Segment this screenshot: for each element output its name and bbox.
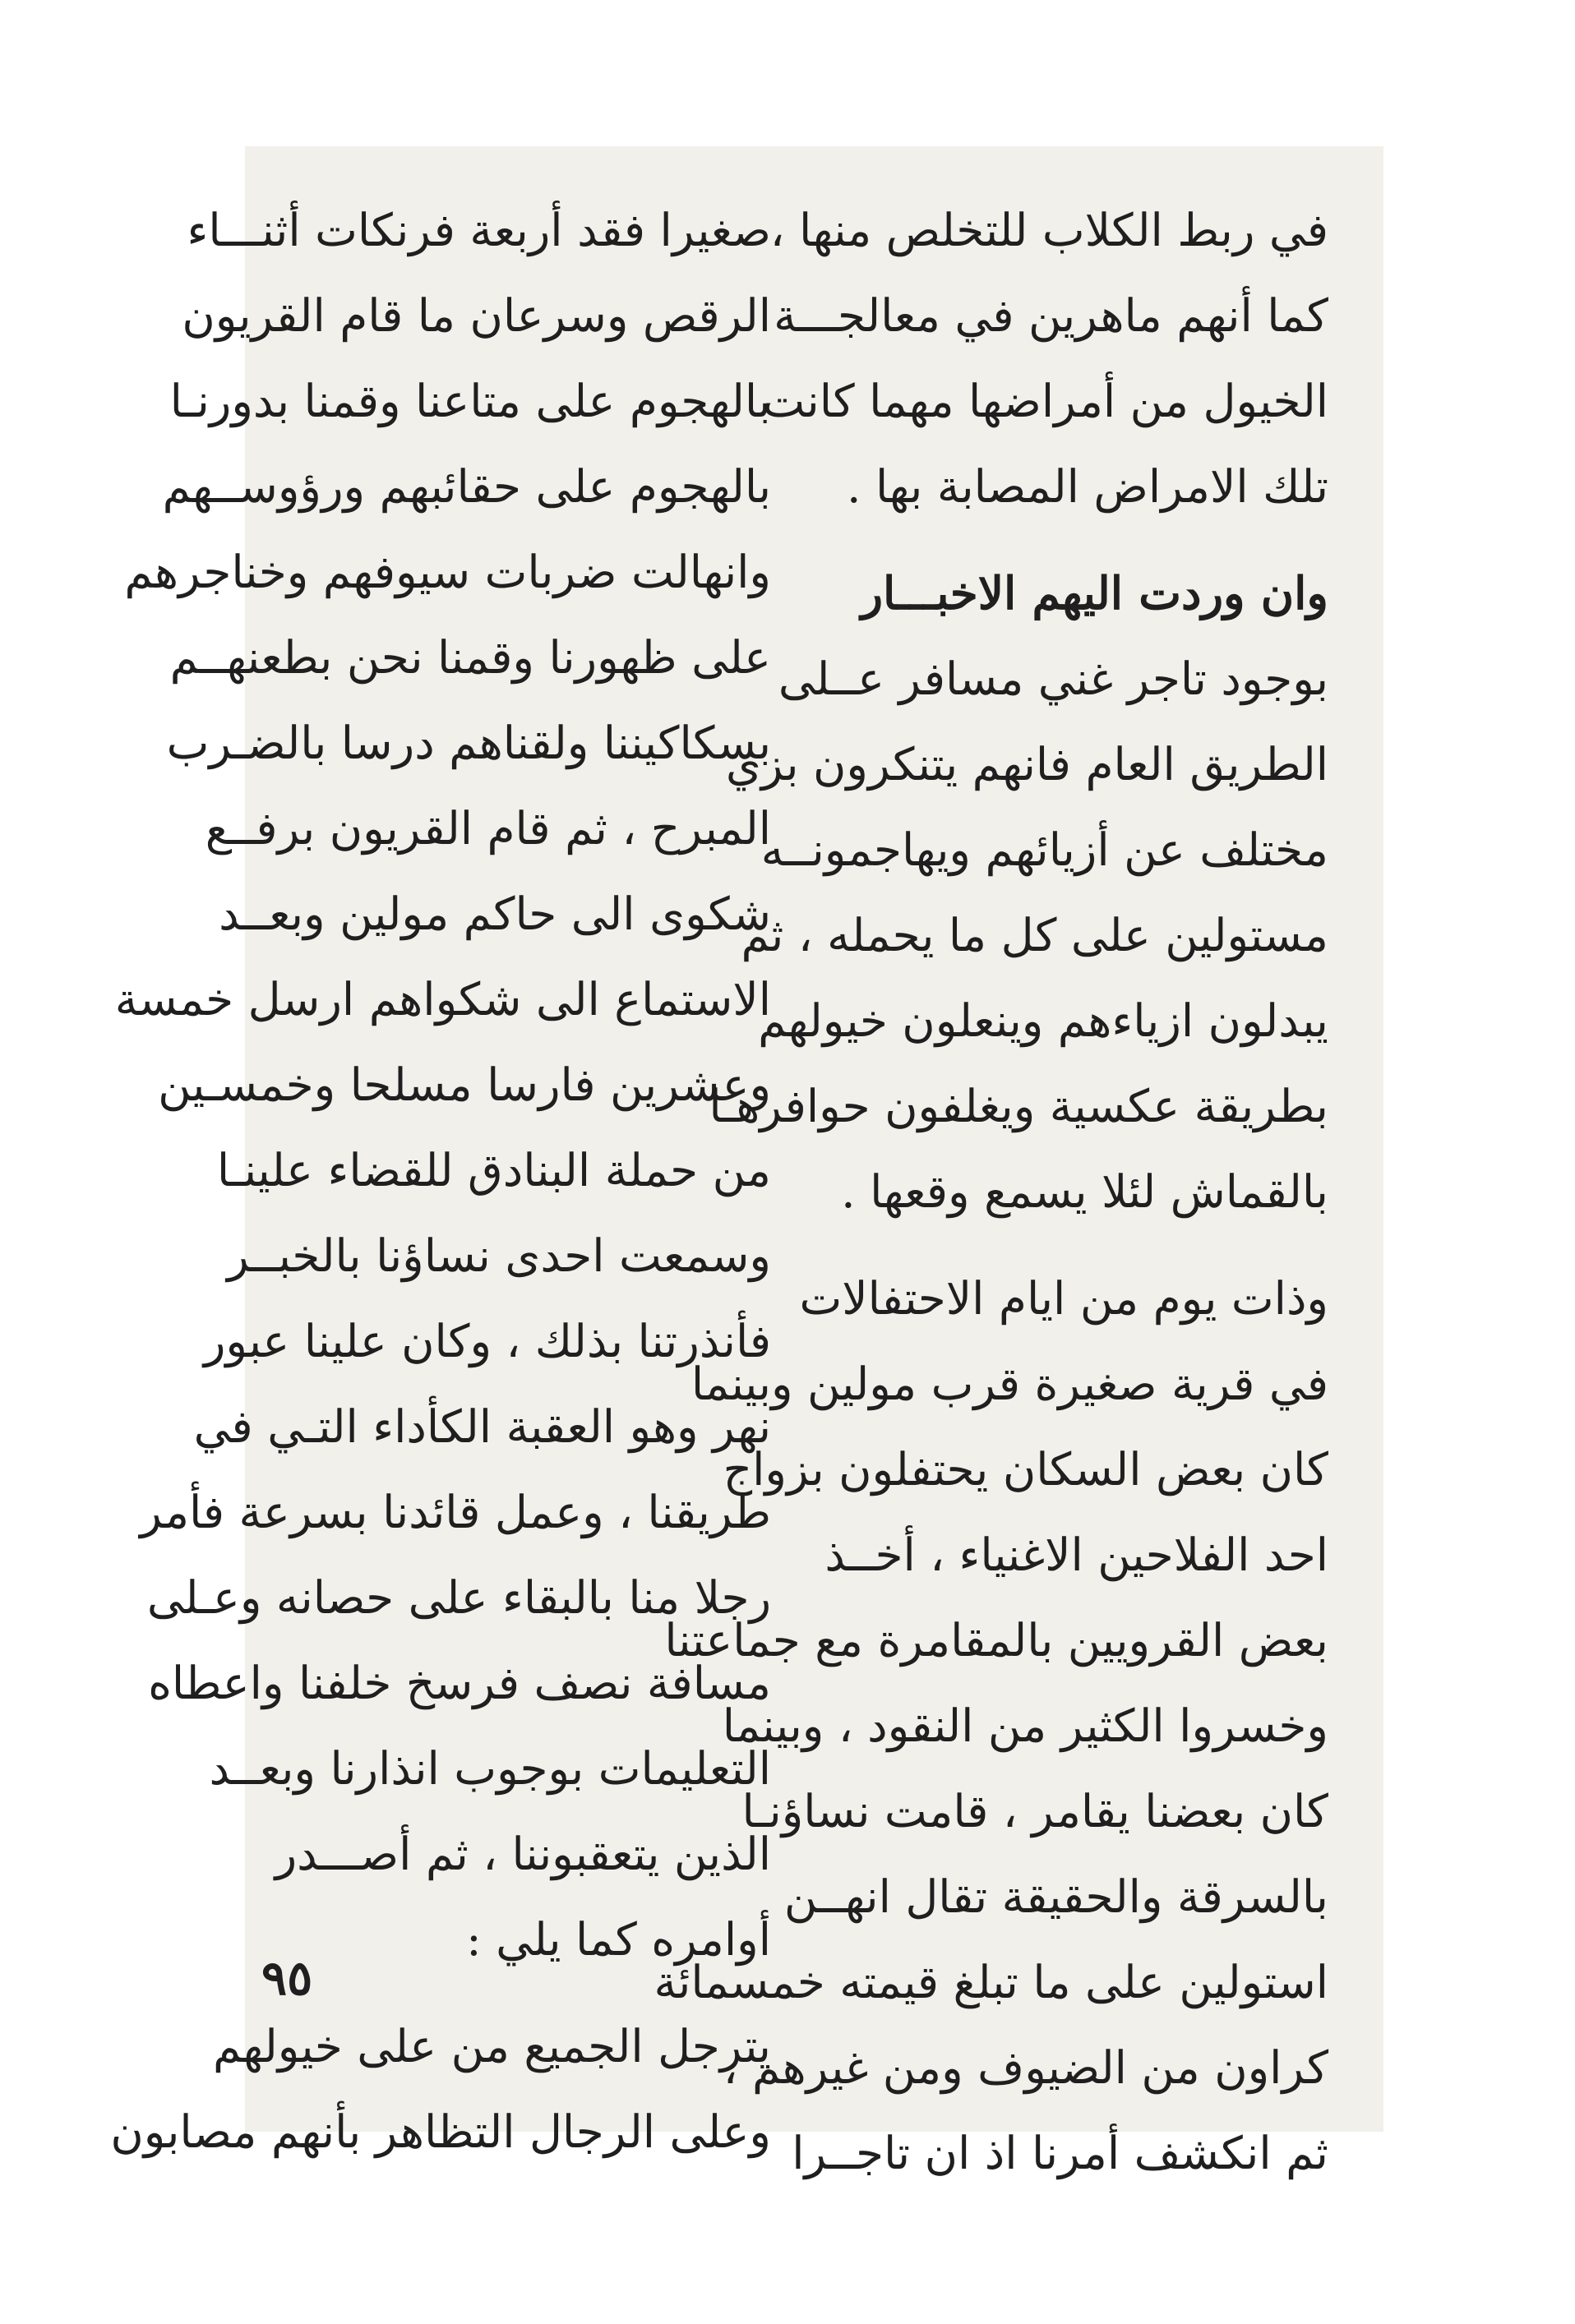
text-line: التعليمات بوجوب انذارنا وبعــد [209, 1742, 771, 1795]
text-line: كراون من الضيوف ومن غيرهم ، [723, 2041, 1328, 2094]
text-line: بالسرقة والحقيقة تقال انهــن [783, 1870, 1328, 1923]
text-line: شكوى الى حاكم مولين وبعــد [219, 888, 771, 940]
text-line: طريقنا ، وعمل قائدنا بسرعة فأمر [140, 1486, 771, 1538]
text-line: وسمعت احدى نساؤنا بالخبــر [227, 1229, 771, 1282]
text-line: استولين على ما تبلغ قيمته خمسمائة [654, 1956, 1328, 2008]
text-line: ثم انكشف أمرنا اذ ان تاجــرا [792, 2127, 1328, 2179]
text-line: وعشرين فارسا مسلحا وخمسـين [158, 1058, 771, 1111]
text-line: وخسروا الكثير من النقود ، وبينما [722, 1699, 1328, 1752]
text-line: يترجل الجميع من على خيولهم [213, 2020, 771, 2073]
text-line: وان وردت اليهم الاخبـــار [861, 566, 1328, 620]
text-line: يبدلون ازياءهم وينعلون خيولهم [758, 994, 1328, 1047]
text-line: مسافة نصف فرسخ خلفنا واعطاه [148, 1657, 771, 1709]
text-line: المبرح ، ثم قام القريون برفــع [205, 802, 771, 855]
text-line: في قرية صغيرة قرب مولين وبينما [691, 1358, 1328, 1410]
text-line: الخيول من أمراضها مهما كانت [762, 375, 1328, 427]
text-line: كان بعضنا يقامر ، قامت نساؤنـا [741, 1785, 1328, 1838]
text-line: كما أنهم ماهرين في معالجـــة [774, 289, 1328, 342]
text-line: وعلى الرجال التظاهر بأنهم مصابون [110, 2105, 771, 2158]
text-line: احد الفلاحين الاغنياء ، أخــذ [824, 1529, 1328, 1581]
text-line: تلك الامراض المصابة بها . [846, 460, 1328, 513]
page-number: ٩٥ [261, 1950, 313, 2006]
text-line: بسكاكيننا ولقناهم درسا بالضـرب [166, 717, 771, 769]
text-line: أوامره كما يلي : [466, 1913, 771, 1966]
text-line: من حملة البنادق للقضاء علينـا [216, 1144, 771, 1197]
text-line: صغيرا فقد أربعة فرنكات أثنـــاء [187, 204, 771, 256]
text-line: على ظهورنا وقمنا نحن بطعنهــم [169, 631, 771, 684]
paragraph [654, 1256, 1328, 2196]
text-line: وانهالت ضربات سيوفهم وخناجرهم [124, 546, 771, 598]
text-line: بطريقة عكسية ويغلفون حوافرهـا [709, 1080, 1328, 1132]
text-line: في ربط الكلاب للتخلص منها ، [769, 204, 1328, 256]
paragraph [709, 551, 1328, 1234]
book-page [110, 146, 1383, 2179]
text-line: بالقماش لئلا يسمع وقعها . [841, 1165, 1328, 1218]
text-line: رجلا منا بالبقاء على حصانه وعـلى [146, 1571, 771, 1624]
text-line: بالهجوم على حقائبهم ورؤوســهم [162, 460, 771, 513]
text-line: وذات يوم من ايام الاحتفالات [799, 1272, 1328, 1325]
text-line: مختلف عن أزيائهم ويهاجمونــه [760, 823, 1328, 876]
paragraph [762, 187, 1328, 529]
text-line: بعض القرويين بالمقامرة مع جماعتنا [664, 1614, 1328, 1667]
paragraph [110, 2004, 771, 2174]
text-line: الطريق العام فانهم يتنكرون بزي [725, 738, 1328, 791]
text-line: الرقص وسرعان ما قام القريون [182, 289, 771, 342]
text-line: الاستماع الى شكواهم ارسل خمسة [114, 973, 771, 1026]
right-text-column [654, 187, 1328, 2196]
text-line: مستولين على كل ما يحمله ، ثم [741, 909, 1328, 961]
text-line: فأنذرتنا بذلك ، وكان علينا عبور [203, 1315, 771, 1367]
text-line: الذين يتعقبوننا ، ثم أصـــدر [275, 1828, 771, 1880]
text-line: نهر وهو العقبة الكأداء التـي في [193, 1400, 771, 1453]
text-line: بوجود تاجر غني مسافر عــلى [778, 652, 1328, 705]
text-line: كان بعض السكان يحتفلون بزواج [723, 1443, 1328, 1496]
text-line: بالهجوم على متاعنا وقمنا بدورنـا [169, 375, 771, 427]
